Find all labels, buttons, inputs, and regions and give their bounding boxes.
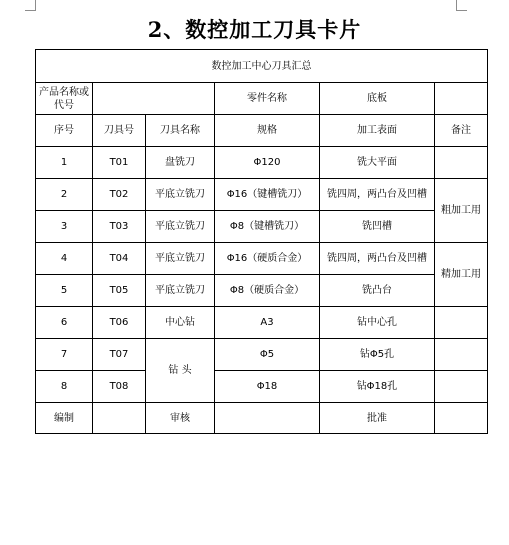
part-name-label: 零件名称 <box>215 83 320 115</box>
header-spec: 规格 <box>215 115 320 147</box>
header-surface: 加工表面 <box>320 115 435 147</box>
row-no: 5 <box>36 275 93 307</box>
row-tool-name: 盘铣刀 <box>146 147 215 179</box>
row-tool-name-drill: 钻 头 <box>146 339 215 403</box>
approve-label: 批准 <box>320 403 435 434</box>
row-spec: A3 <box>215 307 320 339</box>
table-row <box>36 179 488 211</box>
row-surface: 铣大平面 <box>320 147 435 179</box>
row-surface: 钻中心孔 <box>320 307 435 339</box>
table-row <box>36 339 488 371</box>
header-tool-no: 刀具号 <box>93 115 146 147</box>
row-no: 7 <box>36 339 93 371</box>
row-surface: 铣凹槽 <box>320 211 435 243</box>
row-tool-no: T01 <box>93 147 146 179</box>
part-blank-cell <box>435 83 488 115</box>
page-corner-mark-left <box>25 0 36 11</box>
table-row <box>36 307 488 339</box>
row-surface: 钻Φ18孔 <box>320 371 435 403</box>
row-tool-no: T05 <box>93 275 146 307</box>
table-row <box>36 371 488 403</box>
row-no: 1 <box>36 147 93 179</box>
row-surface: 铣四周，两凸台及凹槽 <box>320 179 435 211</box>
header-tool-name: 刀具名称 <box>146 115 215 147</box>
review-label: 审核 <box>146 403 215 434</box>
row-spec: Φ18 <box>215 371 320 403</box>
row-no: 4 <box>36 243 93 275</box>
product-value <box>93 83 215 115</box>
table-caption: 数控加工中心刀具汇总 <box>36 50 488 83</box>
review-value <box>215 403 320 434</box>
row-tool-no: T07 <box>93 339 146 371</box>
approve-value <box>435 403 488 434</box>
header-remark: 备注 <box>435 115 488 147</box>
compile-label: 编制 <box>36 403 93 434</box>
row-surface: 铣凸台 <box>320 275 435 307</box>
row-spec: Φ120 <box>215 147 320 179</box>
row-spec: Φ8（硬质合金） <box>215 275 320 307</box>
row-tool-name: 平底立铣刀 <box>146 211 215 243</box>
row-tool-no: T03 <box>93 211 146 243</box>
tool-card-table <box>35 49 488 434</box>
row-tool-no: T06 <box>93 307 146 339</box>
row-tool-no: T04 <box>93 243 146 275</box>
row-tool-no: T08 <box>93 371 146 403</box>
table-row <box>36 211 488 243</box>
row-surface: 铣四周，两凸台及凹槽 <box>320 243 435 275</box>
row-tool-name: 中心钻 <box>146 307 215 339</box>
row-spec: Φ16（硬质合金） <box>215 243 320 275</box>
table-row <box>36 275 488 307</box>
row-tool-name: 平底立铣刀 <box>146 275 215 307</box>
row-tool-no: T02 <box>93 179 146 211</box>
row-surface: 钻Φ5孔 <box>320 339 435 371</box>
row-tool-name: 平底立铣刀 <box>146 243 215 275</box>
remark-rough: 粗加工用 <box>435 179 488 243</box>
table-row <box>36 147 488 179</box>
part-name-value: 底板 <box>320 83 435 115</box>
row-no: 6 <box>36 307 93 339</box>
row-no: 8 <box>36 371 93 403</box>
row-no: 2 <box>36 179 93 211</box>
row-remark <box>435 371 488 403</box>
row-spec: Φ8（键槽铣刀） <box>215 211 320 243</box>
header-no: 序号 <box>36 115 93 147</box>
page-title: 2、数控加工刀具卡片 <box>147 17 362 42</box>
row-spec: Φ16（键槽铣刀） <box>215 179 320 211</box>
compile-value <box>93 403 146 434</box>
product-label: 产品名称或代号 <box>36 83 93 115</box>
row-no: 3 <box>36 211 93 243</box>
signature-row <box>36 403 488 434</box>
page-corner-mark-right <box>456 0 467 11</box>
table-row <box>36 243 488 275</box>
remark-finish: 精加工用 <box>435 243 488 307</box>
row-remark <box>435 339 488 371</box>
row-remark <box>435 307 488 339</box>
row-tool-name: 平底立铣刀 <box>146 179 215 211</box>
row-remark <box>435 147 488 179</box>
row-spec: Φ5 <box>215 339 320 371</box>
